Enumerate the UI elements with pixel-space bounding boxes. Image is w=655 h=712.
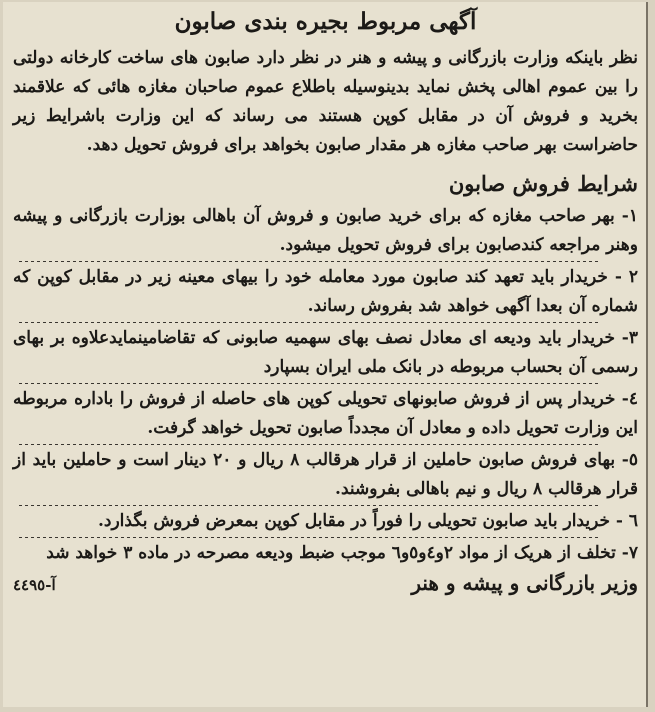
notice-title: آگهی مربوط بجیره بندی صابون bbox=[174, 8, 477, 35]
condition-item: ۷- تخلف از هریک از مواد ۲و٤و٥و٦ موجب ضبط ودیعه مصرحه در ماده ۳ خواهد شد bbox=[46, 543, 638, 563]
notice-frame bbox=[3, 2, 648, 707]
condition-item: ۱- بهر صاحب مغازه که برای خرید صابون و فروش آن باهالی بوزارت بازرگانی و پیشه وهنر مراجعه کندصابون برای فروش تحویل میشود. bbox=[13, 206, 638, 255]
separator bbox=[19, 383, 598, 384]
reference-number: آ-٤٤٩٥ bbox=[13, 576, 56, 594]
separator bbox=[19, 537, 598, 538]
condition-item: ٦ - خریدار باید صابون تحویلی را فوراً در مقابل کوپن بمعرض فروش بگذارد. bbox=[97, 511, 638, 531]
condition-item: ٤- خریدار پس از فروش صابونهای تحویلی کوپن های حاصله از فروش را باداره مربوطه این وزارت تحویل داده و معادل آن مجدداً صابون تحویل خواهد گرفت. bbox=[13, 389, 638, 438]
separator bbox=[19, 444, 598, 445]
notice-footer bbox=[13, 568, 638, 600]
signature: وزیر بازرگانی و پیشه و هنر bbox=[411, 571, 638, 595]
newspaper-notice bbox=[13, 2, 638, 707]
conditions-heading: شرایط فروش صابون bbox=[448, 171, 638, 196]
condition-item: ۳- خریدار باید ودیعه ای معادل نصف بهای سهمیه صابونی که تقاضامینمایدعلاوه بر بهای رسمی آن بحساب مربوطه در بانک ملی ایران بسپارد bbox=[13, 328, 638, 377]
separator bbox=[19, 261, 598, 262]
separator bbox=[19, 322, 598, 323]
notice-intro: نظر باینکه وزارت بازرگانی و پیشه و هنر در نظر دارد صابون های ساخت کارخانه دولتی را بین عموم اهالی پخش نماید بدینوسیله باطلاع عموم صاحبان مغازه هائی که علاقمند بخرید و فروش آن در مقابل کوپن هستند می رساند که این وزارت باشرایط زیر حاضراست بهر صاحب مغازه هر مقدار صابون بخواهد برای فروش تحویل دهد. bbox=[13, 48, 638, 155]
condition-item: ۲ - خریدار باید تعهد کند صابون مورد معامله خود را بیهای معینه زیر در مقابل کوپن که شماره آن بعدا آگهی خواهد شد بفروش رساند. bbox=[13, 267, 638, 316]
separator bbox=[19, 505, 598, 506]
condition-item: ٥- بهای فروش صابون حاملین از قرار هرقالب ۸ ریال و ۲۰ دینار است و حاملین باید از قرار هرقالب ۸ ریال و نیم باهالی بفروشند. bbox=[13, 450, 638, 499]
